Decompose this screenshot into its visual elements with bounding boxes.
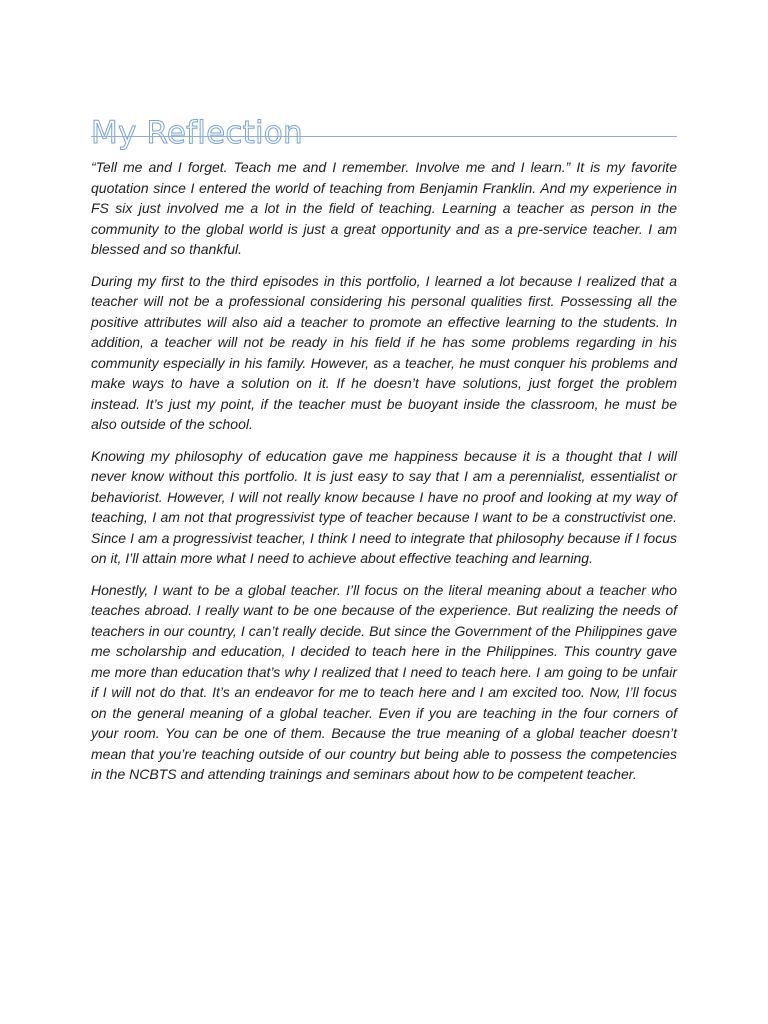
paragraph-episodes: During my first to the third episodes in this portfolio, I learned a lot because I realized that a teacher will not be a professional considering his personal qualities first. Possessing all the positive attributes will also aid a teacher to promote an effective learning to the students. In addition, a teacher will not be ready in his field if he has some problems regarding in his community especially in his family. However, as a teacher, he must conquer his problems and make ways to have a solution on it. If he doesn’t have solutions, just forget the problem instead. It’s just my point, if the teacher must be buoyant inside the classroom, he must be also outside of the school. [91,272,677,432]
reflection-body [91,157,677,796]
paragraph-philosophy: Knowing my philosophy of education gave me happiness because it is a thought that I will never know without this portfolio. It is just easy to say that I am a perennialist, essentialist or behaviorist. However, I will not really know because I have no proof and looking at my way of teaching, I am not that progressivist type of teacher because I want to be a constructivist one. Since I am a progressivist teacher, I think I need to integrate that philosophy because if I focus on it, I’ll attain more what I need to achieve about effective teaching and learning. [91,447,677,566]
page-title: My Reflection [91,114,303,151]
paragraph-quotation: “Tell me and I forget. Teach me and I remember. Involve me and I learn.” It is my favorite quotation since I entered the world of teaching from Benjamin Franklin. And my experience in FS six just involved me a lot in the field of teaching. Learning a teacher as person in the community to the global world is just a great opportunity and as a pre-service teacher. I am blessed and so thankful. [91,159,677,257]
title-underline [91,136,677,137]
paragraph-global-teacher: Honestly, I want to be a global teacher. I’ll focus on the literal meaning about a teacher who teaches abroad. I really want to be one because of the experience. But realizing the needs of teachers in our country, I can’t really decide. But since the Government of the Philippines gave me scholarship and education, I decided to teach here in the Philippines. This country gave me more than education that’s why I realized that I need to teach here. I am going to be unfair if I will not do that. It’s an endeavor for me to teach here and I am excited too. Now, I’ll focus on the general meaning of a global teacher. Even if you are teaching in the four corners of your room. You can be one of them. Because the true meaning of a global teacher doesn’t mean that you’re teaching outside of our country but being able to possess the competencies in the NCBTS and attending trainings and seminars about how to be competent teacher. [91,581,677,782]
